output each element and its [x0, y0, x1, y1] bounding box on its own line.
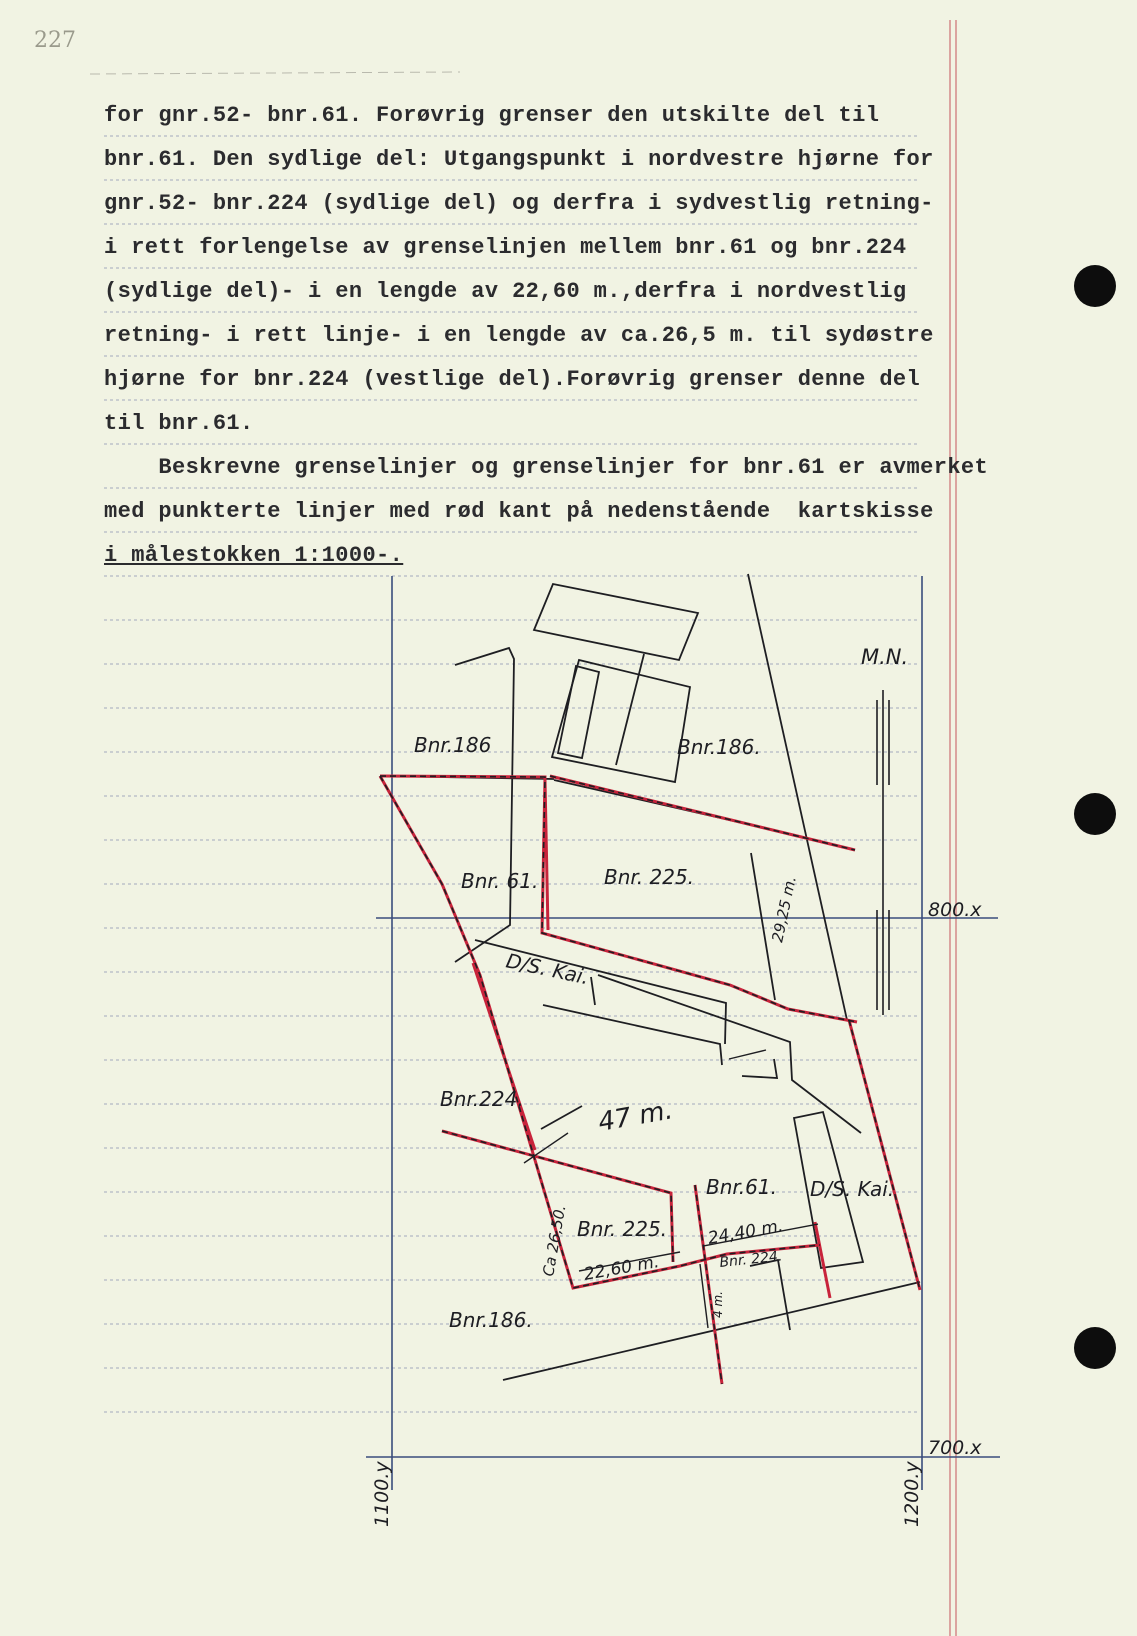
- label-bnr61-bottom: Bnr.61.: [706, 1175, 777, 1199]
- text-line: til bnr.61.: [104, 411, 254, 436]
- label-bnr186-top-left: Bnr.186: [414, 733, 492, 757]
- north-label: M.N.: [861, 645, 909, 669]
- text-line: bnr.61. Den sydlige del: Utgangspunkt i nordvestre hjørne for: [104, 147, 934, 172]
- text-line: for gnr.52- bnr.61. Forøvrig grenser den utskilte del til: [104, 103, 880, 128]
- north-arrow-icon: [877, 690, 889, 1015]
- text-line: i målestokken 1:1000-.: [104, 543, 404, 568]
- text-line: med punkterte linjer med rød kant på nedenstående kartskisse: [104, 499, 934, 524]
- text-line: hjørne for bnr.224 (vestlige del).Forøvrig grenser denne del: [104, 367, 921, 392]
- label-bnr224-left: Bnr.224.: [440, 1087, 524, 1111]
- page-number: 227: [34, 28, 76, 53]
- label-ds-kai-top: D/S. Kai.: [503, 948, 592, 990]
- text-line: i rett forlengelse av grenselinjen mellem bnr.61 og bnr.224: [104, 235, 907, 260]
- label-dim-47: 47 m.: [596, 1095, 676, 1138]
- label-bnr186-top-right: Bnr.186.: [677, 735, 761, 759]
- label-bnr224-small: Bnr. 224.: [718, 1248, 784, 1271]
- label-dim-small: 4 m.: [711, 1291, 725, 1318]
- label-bnr225-bottom: Bnr. 225.: [577, 1217, 668, 1241]
- text-line: Beskrevne grenselinjer og grenselinjer for bnr.61 er avmerket: [104, 455, 989, 480]
- text-line: retning- i rett linje- i en lengde av ca.26,5 m. til sydøstre: [104, 323, 934, 348]
- text-line: (sydlige del)- i en lengde av 22,60 m.,derfra i nordvestlig: [104, 279, 907, 304]
- label-ds-kai-bottom: D/S. Kai.: [810, 1177, 895, 1201]
- grid-label-700x: 700.x: [928, 1437, 982, 1459]
- label-dim-2650: Ca 26,50.: [539, 1203, 570, 1278]
- label-bnr186-bottom: Bnr.186.: [449, 1308, 533, 1332]
- grid-label-1200y: 1200.y: [901, 1461, 923, 1527]
- label-bnr61-top: Bnr. 61.: [461, 869, 539, 893]
- label-dim-2440: 24,40 m.: [706, 1216, 785, 1249]
- coordinate-grid: [366, 576, 1000, 1490]
- text-line: gnr.52- bnr.224 (sydlige del) og derfra i sydvestlig retning-: [104, 191, 934, 216]
- label-bnr225-top: Bnr. 225.: [604, 865, 695, 889]
- grid-label-1100y: 1100.y: [371, 1461, 393, 1527]
- grid-label-800x: 800.x: [928, 899, 982, 921]
- label-dim-2925: 29,25 m.: [768, 874, 800, 944]
- label-dim-2260: 22,60 m.: [582, 1252, 661, 1285]
